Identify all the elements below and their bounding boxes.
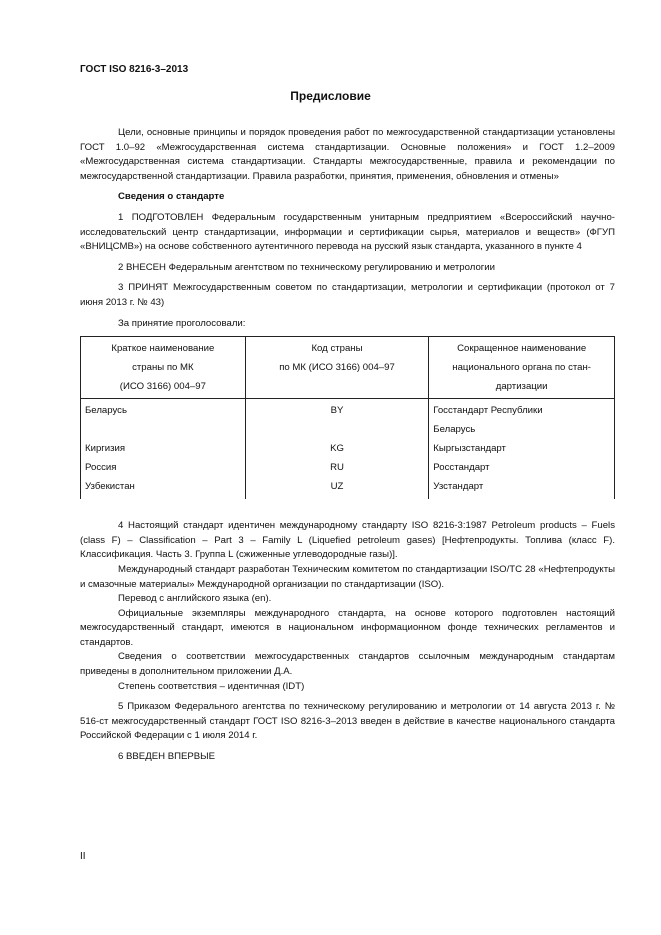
cell-country: Узбекистан [81, 477, 246, 499]
cell-line: Госстандарт Республики [433, 405, 543, 417]
header-line: национального органа по стан- [452, 362, 591, 374]
table-row [81, 399, 615, 440]
table-row [81, 439, 615, 458]
header-line: Сокращенное наименование [457, 343, 587, 355]
cell-code: UZ [245, 477, 429, 499]
item-4-copies-paragraph: Официальные экземпляры международного стандарта, на основе которого подготовлен настоящий межгосударственный стандарт, имеются в национальном информационном фонде технических регламентов и стандартов. [80, 607, 615, 648]
intro-paragraph: Цели, основные принципы и порядок проведения работ по межгосударственной стандартизации установлены ГОСТ 1.0–92 «Межгосударственная система стандартизации. Основные положения» и ГОСТ 1.2–2009 «Межгосударственная система стандартизации. Стандарты межгосударственные, правила и рекомендации по межгосударственной стандартизации. Правила разработки, принятия, применения, обновления и отмены» [80, 127, 615, 182]
header-line: Краткое наименование [111, 343, 215, 355]
item-4-committee-paragraph: Международный стандарт разработан Техническим комитетом по стандартизации ISO/TC 28 «Нефтепродукты и смазочные материалы» Международной организации по стандартизации (ISO). [80, 563, 615, 590]
cell-code: BY [245, 399, 429, 440]
item-4-translation-paragraph: Перевод с английского языка (en). [118, 593, 272, 605]
item-1-paragraph: 1 ПОДГОТОВЛЕН Федеральным государственным унитарным предприятием «Всероссийский научно-исследовательский центр стандартизации, информации и сертификации сырья, материалов и веществ» (ФГУП «ВНИЦСМВ») на основе собственного аутентичного перевода на русский язык стандарта, указанного в пункте 4 [80, 211, 615, 253]
cell-country: Киргизия [81, 439, 246, 458]
table-row [81, 477, 615, 499]
cell-country: Беларусь [81, 399, 246, 440]
cell-code: RU [245, 458, 429, 477]
header-national-body [429, 337, 615, 399]
cell-line: Беларусь [433, 424, 476, 436]
item-4-degree-paragraph: Степень соответствия – идентичная (IDT) [118, 680, 305, 692]
document-code-header: ГОСТ ISO 8216-3–2013 [80, 64, 189, 75]
header-line: по МК (ИСО 3166) 004–97 [279, 362, 395, 374]
page-title: Предисловие [290, 89, 371, 103]
header-line: Код страны [311, 343, 363, 355]
vote-lead-text: За принятие проголосовали: [118, 317, 246, 329]
header-line: дартизации [495, 381, 548, 393]
voting-countries-table [80, 336, 615, 499]
item-5-paragraph: 5 Приказом Федерального агентства по техническому регулированию и метрологии от 14 августа 2013 г. № 516-ст межгосударственный стандарт ГОСТ ISO 8216-3–2013 введен в действие в качестве национального стандарта Российской Федерации с 1 июля 2014 г. [80, 701, 615, 742]
header-line: (ИСО 3166) 004–97 [119, 381, 206, 393]
table-row [81, 458, 615, 477]
foreword-body [80, 126, 615, 765]
item-3-paragraph: 3 ПРИНЯТ Межгосударственным советом по стандартизации, метрологии и сертификации (протокол от 7 июня 2013 г. № 43) [80, 282, 615, 308]
cell-code: KG [245, 439, 429, 458]
header-line: страны по МК [132, 362, 194, 374]
header-country-code [245, 337, 429, 399]
page-number: II [80, 851, 86, 862]
item-2-paragraph: 2 ВНЕСЕН Федеральным агентством по техническому регулированию и метрологии [118, 261, 496, 273]
item-4-references-paragraph: Сведения о соответствии межгосударственных стандартов ссылочным международным стандартам приведены в дополнительном приложении Д.А. [80, 651, 615, 678]
item-6-paragraph: 6 ВВЕДЕН ВПЕРВЫЕ [118, 751, 216, 763]
cell-national-body: Узстандарт [429, 477, 615, 499]
cell-national-body: Росстандарт [429, 458, 615, 477]
header-country-name [81, 337, 246, 399]
standard-info-subtitle: Сведения о стандарте [118, 191, 225, 203]
cell-country: Россия [81, 458, 246, 477]
item-4-paragraph: 4 Настоящий стандарт идентичен международному стандарту ISO 8216-3:1987 Petroleum products – Fuels (class F) – Classification – Part 3 – Family L (Liquefied petroleum gases) [Нефтепродукты. Топлива (класс F). Классификация. Часть 3. Группа L (сжиженные углеводородные газы)]. [80, 520, 615, 561]
cell-national-body: Кыргызстандарт [429, 439, 615, 458]
table-header-row [81, 337, 615, 399]
cell-national-body [429, 399, 615, 440]
